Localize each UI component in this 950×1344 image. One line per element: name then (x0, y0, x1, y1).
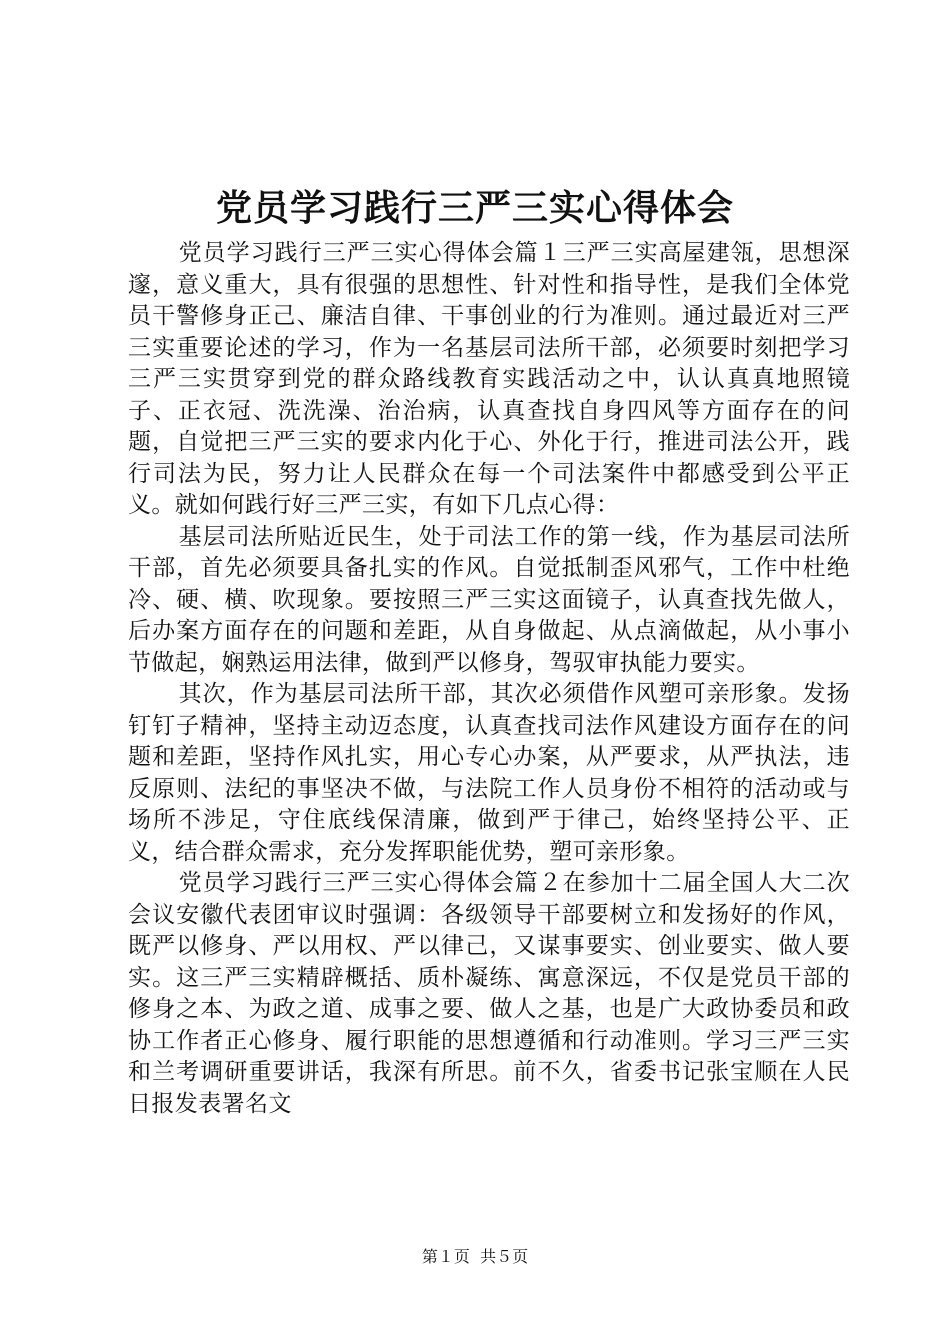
page-number: 第１页 (421, 1247, 470, 1266)
paragraph-1: 党员学习践行三严三实心得体会篇１三严三实高屋建瓴，思想深邃，意义重大，具有很强的思想性、针对性和指导性，是我们全体党员干警修身正己、廉洁自律、干事创业的行为准则。通过最近对三严三实重要论述的学习，作为一名基层司法所干部，必须要时刻把学习三严三实贯穿到党的群众路线教育实践活动之中，认认真真地照镜子、正衣冠、洗洗澡、治治病，认真查找自身四风等方面存在的问题，自觉把三严三实的要求内化于心、外化于行，推进司法公开，践行司法为民，努力让人民群众在每一个司法案件中都感受到公平正义。就如何践行好三严三实，有如下几点心得： (128, 240, 850, 518)
paragraph-3: 其次，作为基层司法所干部，其次必须借作风塑可亲形象。发扬钉钉子精神，坚持主动迈态度，认真查找司法作风建设方面存在的问题和差距，坚持作风扎实，用心专心办案，从严要求，从严执法，违反原则、法纪的事坚决不做，与法院工作人员身份不相符的活动或与场所不涉足，守住底线保清廉，做到严于律己，始终坚持公平、正义，结合群众需求，充分发挥职能优势，塑可亲形象。 (128, 681, 850, 865)
footer-spacer (470, 1247, 480, 1266)
document-title: 党员学习践行三严三实心得体会 (215, 188, 734, 229)
paragraph-4: 党员学习践行三严三实心得体会篇２在参加十二届全国人大二次会议安徽代表团审议时强调：各级领导干部要树立和发扬好的作风，既严以修身、严以用权、严以律己，又谋事要实、创业要实、做人要实。这三严三实精辟概括、质朴凝练、寓意深远，不仅是党员干部的修身之本、为政之道、成事之要、做人之基，也是广大政协委员和政协工作者正心修身、履行职能的思想遵循和行动准则。学习三严三实和兰考调研重要讲话，我深有所思。前不久，省委书记张宝顺在人民日报发表署名文 (128, 870, 850, 1117)
page-footer (0, 1246, 950, 1268)
document-body (128, 238, 850, 1120)
page-total: 共５页 (480, 1247, 529, 1266)
paragraph-2: 基层司法所贴近民生，处于司法工作的第一线，作为基层司法所干部，首先必须要具备扎实的作风。自觉抵制歪风邪气，工作中杜绝冷、硬、横、吹现象。要按照三严三实这面镜子，认真查找先做人，后办案方面存在的问题和差距，从自身做起、从点滴做起，从小事小节做起，娴熟运用法律，做到严以修身，驾驭审执能力要实。 (128, 523, 850, 676)
